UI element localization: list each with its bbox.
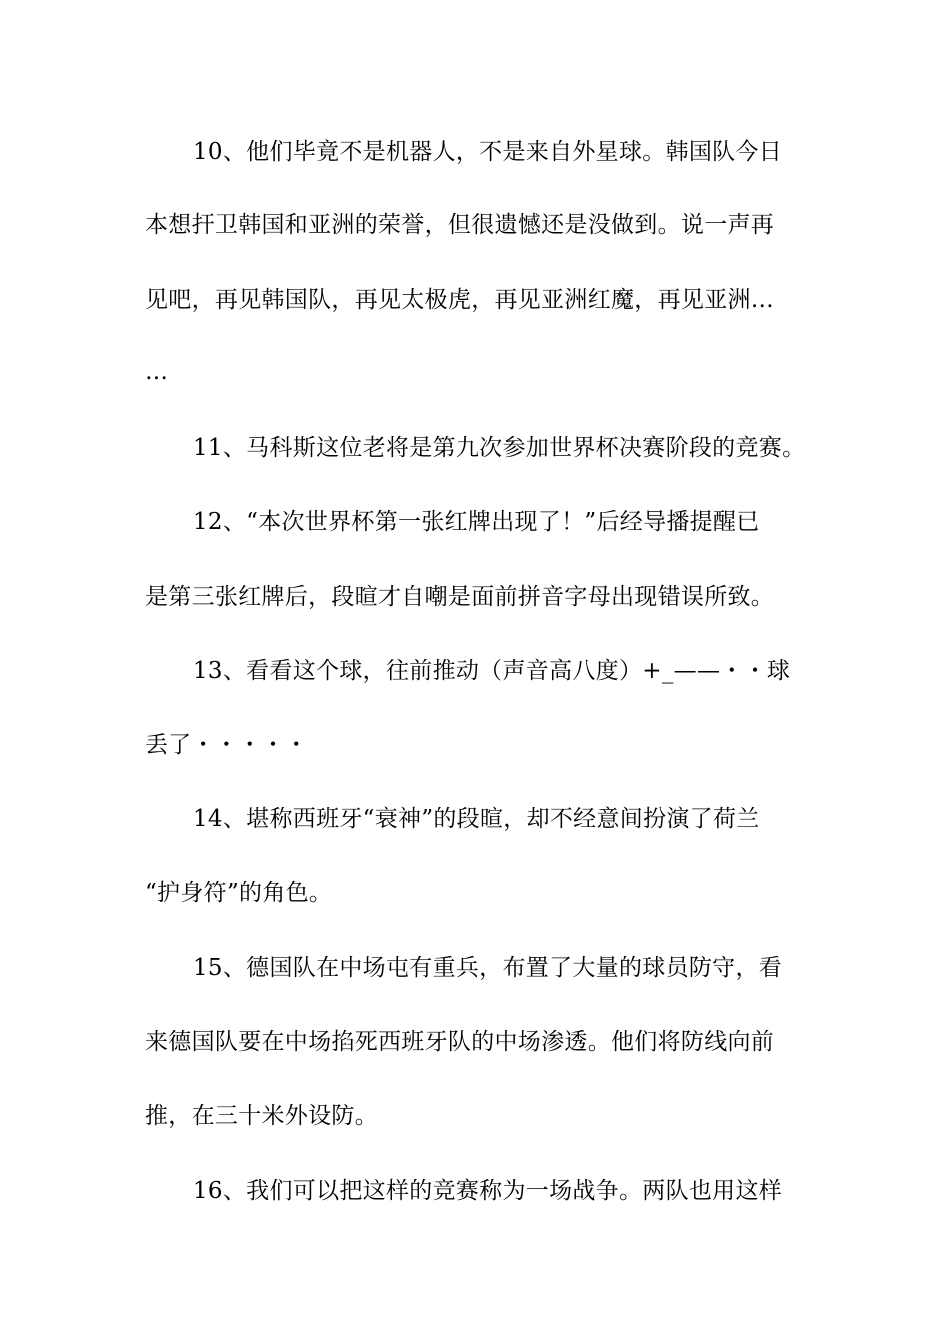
paragraph-15-line-3: 推，在三十米外设防。 [145,1103,378,1129]
paragraph-13-line-2: 丢了・・・・・ [145,732,309,758]
paragraph-11-line-1: 11、马科斯这位老将是第九次参加世界杯决赛阶段的竞赛。 [193,435,806,461]
paragraph-10-line-2: 本想扞卫韩国和亚洲的荣誉，但很遗憾还是没做到。说一声再 [145,212,775,238]
paragraph-12-line-2: 是第三张红牌后，段暄才自嘲是面前拼音字母出现错误所致。 [145,584,775,610]
paragraph-15-line-1: 15、德国队在中场屯有重兵，布置了大量的球员防守，看 [193,955,783,981]
paragraph-13-line-1: 13、看看这个球，往前推动（声音高八度）+_——・・球 [193,658,791,684]
paragraph-14-line-1: 14、堪称西班牙“衰神”的段暄，却不经意间扮演了荷兰 [193,806,760,832]
paragraph-16-line-1: 16、我们可以把这样的竞赛称为一场战争。两队也用这样 [193,1178,783,1204]
paragraph-10-line-4: … [145,359,169,385]
paragraph-12-line-1: 12、“本次世界杯第一张红牌出现了！”后经导播提醒已 [193,509,760,535]
paragraph-15-line-2: 来德国队要在中场掐死西班牙队的中场渗透。他们将防线向前 [145,1029,775,1055]
paragraph-10-line-3: 见吧，再见韩国队，再见太极虎，再见亚洲红魔，再见亚洲… [145,287,775,313]
paragraph-10-line-1: 10、他们毕竟不是机器人，不是来自外星球。韩国队今日 [193,139,783,165]
paragraph-14-line-2: “护身符”的角色。 [145,880,333,906]
